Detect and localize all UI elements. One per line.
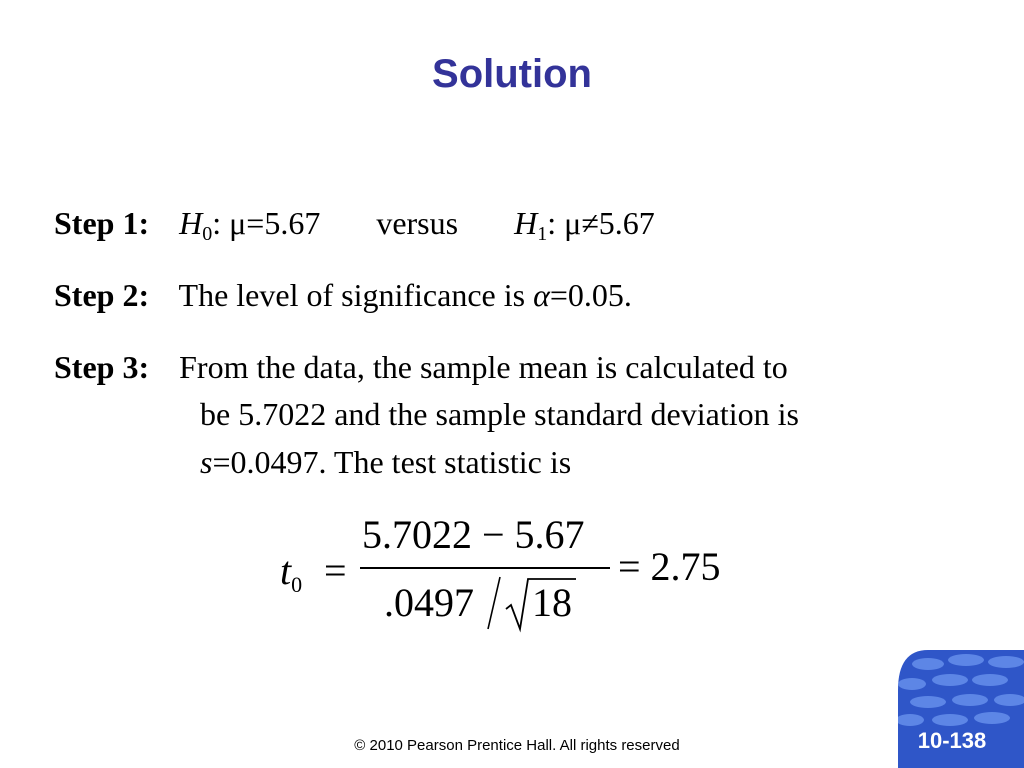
formula-numerator: 5.7022 − 5.67 — [362, 512, 585, 557]
step-2-label: Step 2: — [54, 277, 150, 313]
page-number: 10-138 — [917, 728, 987, 753]
step-3-text-3: =0.0497. The test statistic is — [212, 444, 572, 480]
step-3-line-3 — [200, 444, 571, 481]
test-statistic-formula — [280, 505, 760, 635]
step-3-line-1 — [54, 349, 788, 386]
formula-t-variable: t — [280, 548, 292, 593]
h0-expression: : μ=5.67 — [212, 205, 321, 241]
h1-expression: : μ≠5.67 — [547, 205, 655, 241]
alpha-symbol: α — [533, 277, 550, 313]
fraction-bar — [360, 567, 610, 569]
slide-title: Solution — [432, 52, 592, 96]
step-3-line-2 — [200, 396, 799, 433]
h1-variable: H — [514, 205, 538, 241]
step-3-text-2: be 5.7022 and the sample standard deviation is — [200, 396, 799, 432]
step-3-label: Step 3: — [54, 349, 150, 385]
h0-variable: H — [179, 205, 203, 241]
step-3-text-1: From the data, the sample mean is calculated to — [179, 349, 788, 385]
versus-text: versus — [376, 205, 459, 241]
formula-denominator-left: .0497 — [384, 580, 474, 625]
h0-subscript: 0 — [202, 223, 213, 245]
formula-sqrt-argument: 18 — [532, 580, 572, 625]
s-variable: s — [200, 444, 213, 480]
step-2-text: The level of significance is — [178, 277, 526, 313]
formula-equals: = — [324, 548, 347, 593]
formula-t-subscript: 0 — [291, 572, 303, 597]
formula-result: = 2.75 — [618, 544, 721, 589]
step-1-label: Step 1: — [54, 205, 150, 241]
step-2-line — [54, 277, 632, 314]
copyright-notice: © 2010 Pearson Prentice Hall. All rights reserved — [354, 737, 680, 754]
h1-subscript: 1 — [537, 223, 548, 245]
step-1-line — [54, 205, 655, 245]
alpha-value: =0.05. — [549, 277, 632, 313]
